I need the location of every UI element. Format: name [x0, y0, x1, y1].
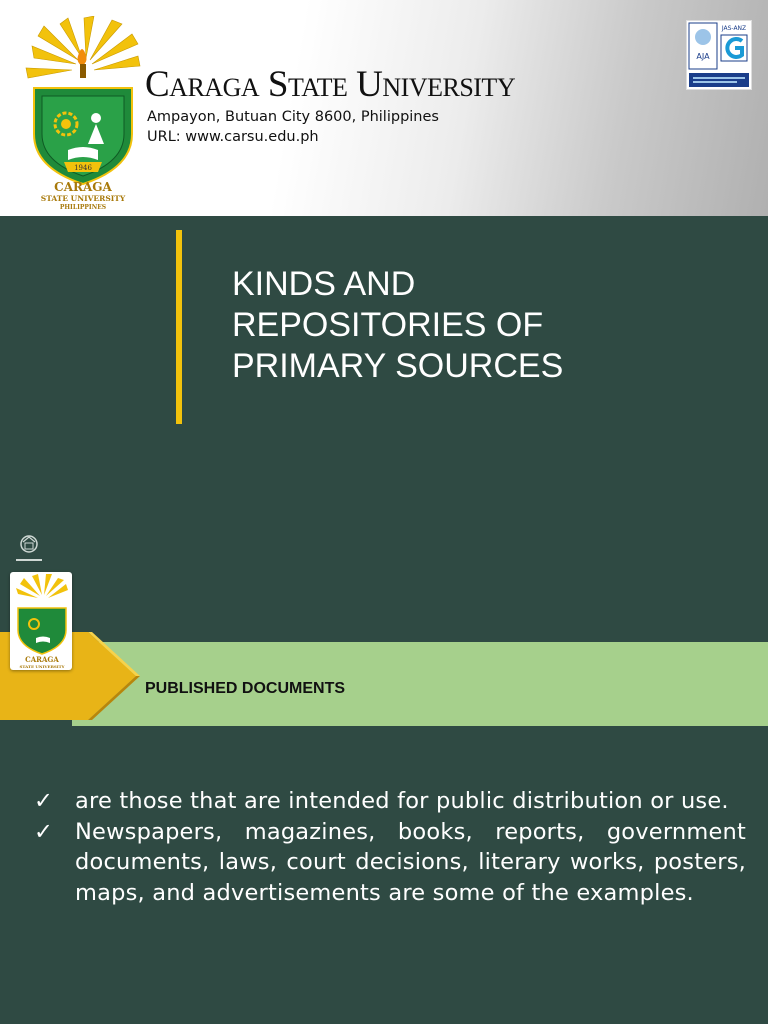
check-icon: ✓ — [34, 788, 54, 814]
slide-title-line: PRIMARY SOURCES — [232, 347, 564, 385]
slide-title-line: REPOSITORIES OF — [232, 306, 544, 344]
certification-badge-logo — [686, 20, 752, 90]
check-icon: ✓ — [34, 818, 54, 845]
small-seal-university-text: STATE UNIVERSITY — [19, 664, 65, 669]
small-seal-logo — [10, 572, 72, 670]
cert-aja-text: AJA — [696, 52, 710, 61]
small-seal-caraga-text: CARAGA — [25, 655, 59, 664]
university-url: URL: www.carsu.edu.ph — [147, 129, 319, 145]
press-logo-icon — [12, 532, 46, 566]
slide-title-line: KINDS AND — [232, 265, 416, 303]
seal-year: 1946 — [74, 164, 92, 172]
list-item-text: are those that are intended for public distribution or use. — [75, 788, 729, 814]
slide-title — [232, 264, 652, 387]
bullet-list — [34, 786, 746, 908]
university-name: Caraga State University — [145, 64, 516, 105]
seal-caraga-text: CARAGA — [54, 180, 112, 194]
university-seal-logo — [24, 16, 142, 212]
list-item-text: Newspapers, magazines, books, reports, government documents, laws, court decisions, literary works, posters, maps, and advertisements are some of the examples. — [75, 818, 746, 906]
university-address: Ampayon, Butuan City 8600, Philippines — [147, 109, 439, 125]
seal-philippines-text: PHILIPPINES — [59, 204, 107, 211]
section-logo-card — [10, 572, 72, 670]
university-header — [0, 0, 768, 216]
title-accent-bar — [176, 230, 182, 424]
section-label: PUBLISHED DOCUMENTS — [145, 680, 346, 697]
cert-jasanz-text: JAS-ANZ — [721, 25, 747, 32]
seal-state-university-text: STATE UNIVERSITY — [40, 194, 126, 203]
list-item — [34, 817, 746, 909]
list-item — [34, 786, 746, 817]
